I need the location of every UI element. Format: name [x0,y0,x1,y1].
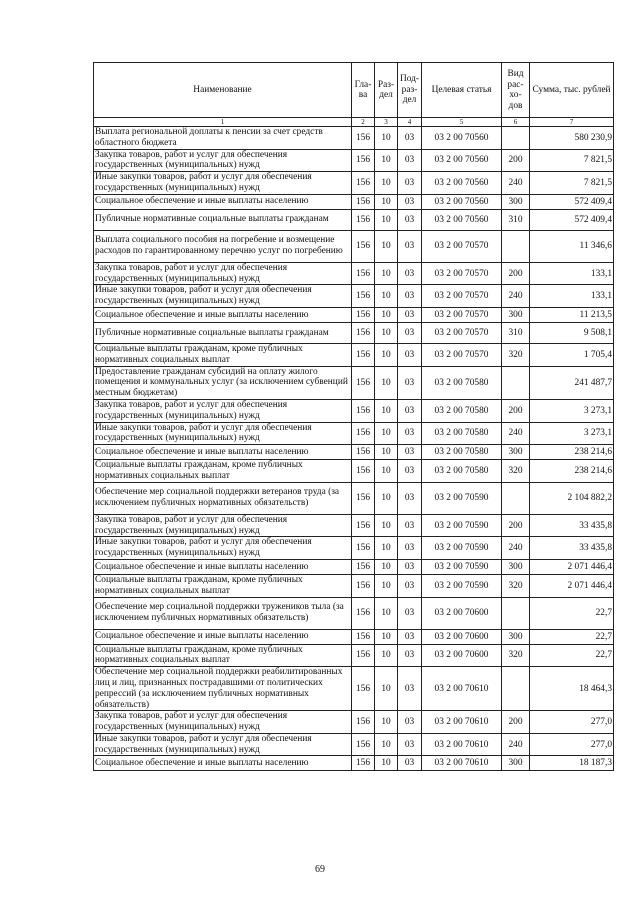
row-podrazdel: 03 [398,733,422,756]
row-statya: 03 2 00 70600 [422,629,502,644]
row-statya: 03 2 00 70560 [422,194,502,209]
column-number: 2 [352,118,375,127]
row-glava: 156 [352,262,375,285]
row-statya: 03 2 00 70560 [422,149,502,172]
row-vid: 200 [502,262,530,285]
row-vid [502,597,530,629]
column-header-podrazdel: Под-раз-дел [398,63,422,118]
column-header-name: Наименование [94,63,352,118]
row-razdel: 10 [375,482,398,514]
row-glava: 156 [352,322,375,343]
row-podrazdel: 03 [398,559,422,574]
row-podrazdel: 03 [398,756,422,771]
row-vid [502,482,530,514]
row-name: Социальные выплаты гражданам, кроме публичных нормативных социальных выплат [94,460,352,483]
row-podrazdel: 03 [398,366,422,399]
row-statya: 03 2 00 70610 [422,667,502,711]
table-row [94,262,614,285]
row-podrazdel: 03 [398,644,422,667]
row-glava: 156 [352,127,375,150]
row-glava: 156 [352,711,375,734]
row-summa: 7 821,5 [530,172,614,195]
row-name: Иные закупки товаров, работ и услуг для обеспечения государственных (муниципальных) нужд [94,733,352,756]
row-razdel: 10 [375,711,398,734]
row-razdel: 10 [375,597,398,629]
row-statya: 03 2 00 70590 [422,514,502,537]
row-razdel: 10 [375,756,398,771]
row-statya: 03 2 00 70590 [422,559,502,574]
row-glava: 156 [352,460,375,483]
row-summa: 2 071 446,4 [530,559,614,574]
column-number: 1 [94,118,352,127]
row-razdel: 10 [375,667,398,711]
row-name: Закупка товаров, работ и услуг для обеспечения государственных (муниципальных) нужд [94,262,352,285]
row-name: Социальные выплаты гражданам, кроме публичных нормативных социальных выплат [94,343,352,366]
row-glava: 156 [352,597,375,629]
row-razdel: 10 [375,343,398,366]
column-number: 7 [530,118,614,127]
row-summa: 22,7 [530,629,614,644]
row-razdel: 10 [375,194,398,209]
row-glava: 156 [352,559,375,574]
row-name: Социальное обеспечение и иные выплаты населению [94,559,352,574]
row-glava: 156 [352,667,375,711]
row-podrazdel: 03 [398,629,422,644]
row-razdel: 10 [375,422,398,445]
budget-table [93,62,614,771]
row-statya: 03 2 00 70580 [422,460,502,483]
row-razdel: 10 [375,307,398,322]
row-summa: 18 464,3 [530,667,614,711]
row-summa: 238 214,6 [530,445,614,460]
row-summa: 241 487,7 [530,366,614,399]
table-row [94,230,614,262]
row-vid: 320 [502,343,530,366]
row-glava: 156 [352,482,375,514]
row-name: Выплата социального пособия на погребение и возмещение расходов по гарантированному перечню услуг по погребению [94,230,352,262]
row-razdel: 10 [375,209,398,230]
row-name: Социальные выплаты гражданам, кроме публичных нормативных социальных выплат [94,644,352,667]
column-header-statya: Целевая статья [422,63,502,118]
row-razdel: 10 [375,230,398,262]
row-podrazdel: 03 [398,514,422,537]
row-vid: 240 [502,172,530,195]
row-podrazdel: 03 [398,322,422,343]
row-razdel: 10 [375,399,398,422]
row-glava: 156 [352,209,375,230]
row-razdel: 10 [375,629,398,644]
row-statya: 03 2 00 70570 [422,343,502,366]
row-podrazdel: 03 [398,445,422,460]
row-name: Социальное обеспечение и иные выплаты населению [94,307,352,322]
row-vid: 200 [502,399,530,422]
row-name: Социальное обеспечение и иные выплаты населению [94,194,352,209]
table-row [94,322,614,343]
row-statya: 03 2 00 70570 [422,322,502,343]
row-name: Иные закупки товаров, работ и услуг для обеспечения государственных (муниципальных) нужд [94,537,352,560]
row-razdel: 10 [375,574,398,597]
row-razdel: 10 [375,514,398,537]
row-statya: 03 2 00 70610 [422,711,502,734]
page-number: 69 [315,864,325,875]
table-row [94,209,614,230]
row-name: Иные закупки товаров, работ и услуг для обеспечения государственных (муниципальных) нужд [94,422,352,445]
row-summa: 572 409,4 [530,209,614,230]
row-podrazdel: 03 [398,172,422,195]
row-glava: 156 [352,574,375,597]
row-summa: 18 187,3 [530,756,614,771]
row-razdel: 10 [375,366,398,399]
row-vid [502,366,530,399]
row-name: Иные закупки товаров, работ и услуг для обеспечения государственных (муниципальных) нужд [94,285,352,308]
row-podrazdel: 03 [398,209,422,230]
row-summa: 11 213,5 [530,307,614,322]
row-glava: 156 [352,756,375,771]
row-vid: 240 [502,537,530,560]
row-statya: 03 2 00 70570 [422,307,502,322]
row-vid: 320 [502,460,530,483]
row-summa: 238 214,6 [530,460,614,483]
row-razdel: 10 [375,644,398,667]
column-number: 6 [502,118,530,127]
table-row [94,559,614,574]
row-vid [502,667,530,711]
row-podrazdel: 03 [398,460,422,483]
row-statya: 03 2 00 70570 [422,285,502,308]
row-statya: 03 2 00 70610 [422,756,502,771]
table-row [94,445,614,460]
table-row [94,629,614,644]
row-vid: 240 [502,422,530,445]
column-header-summa: Сумма, тыс. рублей [530,63,614,118]
row-razdel: 10 [375,460,398,483]
row-statya: 03 2 00 70570 [422,230,502,262]
row-razdel: 10 [375,322,398,343]
table-row [94,537,614,560]
row-glava: 156 [352,445,375,460]
row-summa: 1 705,4 [530,343,614,366]
table-row [94,644,614,667]
row-summa: 133,1 [530,285,614,308]
row-summa: 22,7 [530,597,614,629]
table-row [94,307,614,322]
row-name: Закупка товаров, работ и услуг для обеспечения государственных (муниципальных) нужд [94,149,352,172]
column-number: 5 [422,118,502,127]
row-statya: 03 2 00 70580 [422,445,502,460]
row-podrazdel: 03 [398,667,422,711]
row-podrazdel: 03 [398,482,422,514]
table-row [94,733,614,756]
row-vid [502,230,530,262]
row-glava: 156 [352,422,375,445]
row-name: Публичные нормативные социальные выплаты гражданам [94,322,352,343]
column-header-razdel: Раз-дел [375,63,398,118]
row-razdel: 10 [375,127,398,150]
row-podrazdel: 03 [398,574,422,597]
row-podrazdel: 03 [398,307,422,322]
row-vid: 240 [502,285,530,308]
row-vid: 200 [502,149,530,172]
row-glava: 156 [352,285,375,308]
column-number: 4 [398,118,422,127]
row-podrazdel: 03 [398,422,422,445]
table-row [94,711,614,734]
row-podrazdel: 03 [398,262,422,285]
row-glava: 156 [352,644,375,667]
table-row [94,460,614,483]
row-vid: 310 [502,322,530,343]
table-row [94,149,614,172]
row-vid: 240 [502,733,530,756]
row-glava: 156 [352,399,375,422]
row-vid [502,127,530,150]
table-row [94,343,614,366]
row-vid: 200 [502,711,530,734]
row-statya: 03 2 00 70580 [422,366,502,399]
row-name: Обеспечение мер социальной поддержки ветеранов труда (за исключением публичных нормативных обязательств) [94,482,352,514]
row-summa: 133,1 [530,262,614,285]
row-summa: 7 821,5 [530,149,614,172]
column-header-glava: Гла-ва [352,63,375,118]
row-podrazdel: 03 [398,537,422,560]
row-podrazdel: 03 [398,194,422,209]
table-row [94,399,614,422]
row-podrazdel: 03 [398,230,422,262]
row-summa: 277,0 [530,733,614,756]
row-vid: 320 [502,644,530,667]
row-name: Выплата региональной доплаты к пенсии за счет средств областного бюджета [94,127,352,150]
row-summa: 277,0 [530,711,614,734]
row-name: Социальное обеспечение и иные выплаты населению [94,629,352,644]
row-name: Предоставление гражданам субсидий на оплату жилого помещения и коммунальных услуг (за исключением субвенций местным бюджетам) [94,366,352,399]
row-razdel: 10 [375,285,398,308]
table-row [94,756,614,771]
row-razdel: 10 [375,733,398,756]
row-razdel: 10 [375,559,398,574]
row-glava: 156 [352,343,375,366]
row-glava: 156 [352,733,375,756]
row-summa: 9 508,1 [530,322,614,343]
row-vid: 300 [502,307,530,322]
row-statya: 03 2 00 70590 [422,537,502,560]
row-summa: 3 273,1 [530,399,614,422]
row-name: Иные закупки товаров, работ и услуг для обеспечения государственных (муниципальных) нужд [94,172,352,195]
row-vid: 200 [502,514,530,537]
row-razdel: 10 [375,172,398,195]
row-glava: 156 [352,149,375,172]
column-header-vid: Вид рас-хо-дов [502,63,530,118]
row-glava: 156 [352,230,375,262]
row-statya: 03 2 00 70580 [422,399,502,422]
row-vid: 320 [502,574,530,597]
table-row [94,194,614,209]
row-glava: 156 [352,629,375,644]
row-glava: 156 [352,514,375,537]
row-glava: 156 [352,537,375,560]
row-vid: 310 [502,209,530,230]
row-podrazdel: 03 [398,711,422,734]
row-podrazdel: 03 [398,149,422,172]
table-row [94,422,614,445]
row-podrazdel: 03 [398,127,422,150]
row-name: Социальное обеспечение и иные выплаты населению [94,445,352,460]
row-glava: 156 [352,194,375,209]
row-name: Закупка товаров, работ и услуг для обеспечения государственных (муниципальных) нужд [94,711,352,734]
row-podrazdel: 03 [398,597,422,629]
row-summa: 3 273,1 [530,422,614,445]
row-name: Публичные нормативные социальные выплаты гражданам [94,209,352,230]
row-vid: 300 [502,194,530,209]
table-row [94,667,614,711]
row-glava: 156 [352,307,375,322]
row-vid: 300 [502,629,530,644]
row-summa: 2 104 882,2 [530,482,614,514]
row-statya: 03 2 00 70580 [422,422,502,445]
row-vid: 300 [502,559,530,574]
table-row [94,482,614,514]
row-razdel: 10 [375,537,398,560]
table-header-row [94,63,614,118]
row-statya: 03 2 00 70560 [422,127,502,150]
row-summa: 22,7 [530,644,614,667]
row-summa: 580 230,9 [530,127,614,150]
table-row [94,597,614,629]
table-row [94,514,614,537]
row-name: Социальное обеспечение и иные выплаты населению [94,756,352,771]
row-summa: 33 435,8 [530,537,614,560]
row-name: Обеспечение мер социальной поддержки тружеников тыла (за исключением публичных нормативных обязательств) [94,597,352,629]
table-row [94,127,614,150]
row-summa: 572 409,4 [530,194,614,209]
column-number-row [94,118,614,127]
table-row [94,366,614,399]
row-podrazdel: 03 [398,343,422,366]
row-razdel: 10 [375,149,398,172]
table-body [94,127,614,771]
row-summa: 33 435,8 [530,514,614,537]
row-statya: 03 2 00 70610 [422,733,502,756]
row-statya: 03 2 00 70600 [422,597,502,629]
row-glava: 156 [352,366,375,399]
row-statya: 03 2 00 70560 [422,209,502,230]
row-statya: 03 2 00 70560 [422,172,502,195]
table-row [94,574,614,597]
row-razdel: 10 [375,445,398,460]
row-glava: 156 [352,172,375,195]
row-vid: 300 [502,445,530,460]
table-row [94,172,614,195]
row-summa: 11 346,6 [530,230,614,262]
row-statya: 03 2 00 70600 [422,644,502,667]
row-statya: 03 2 00 70590 [422,482,502,514]
row-statya: 03 2 00 70570 [422,262,502,285]
table-row [94,285,614,308]
row-name: Закупка товаров, работ и услуг для обеспечения государственных (муниципальных) нужд [94,514,352,537]
row-razdel: 10 [375,262,398,285]
column-number: 3 [375,118,398,127]
row-statya: 03 2 00 70590 [422,574,502,597]
row-name: Обеспечение мер социальной поддержки реабилитированных лиц и лиц, признанных пострадавшими от политических репрессий (за исключением публичных нормативных обязательств) [94,667,352,711]
row-summa: 2 071 446,4 [530,574,614,597]
row-name: Социальные выплаты гражданам, кроме публичных нормативных социальных выплат [94,574,352,597]
row-podrazdel: 03 [398,399,422,422]
row-podrazdel: 03 [398,285,422,308]
row-vid: 300 [502,756,530,771]
row-name: Закупка товаров, работ и услуг для обеспечения государственных (муниципальных) нужд [94,399,352,422]
